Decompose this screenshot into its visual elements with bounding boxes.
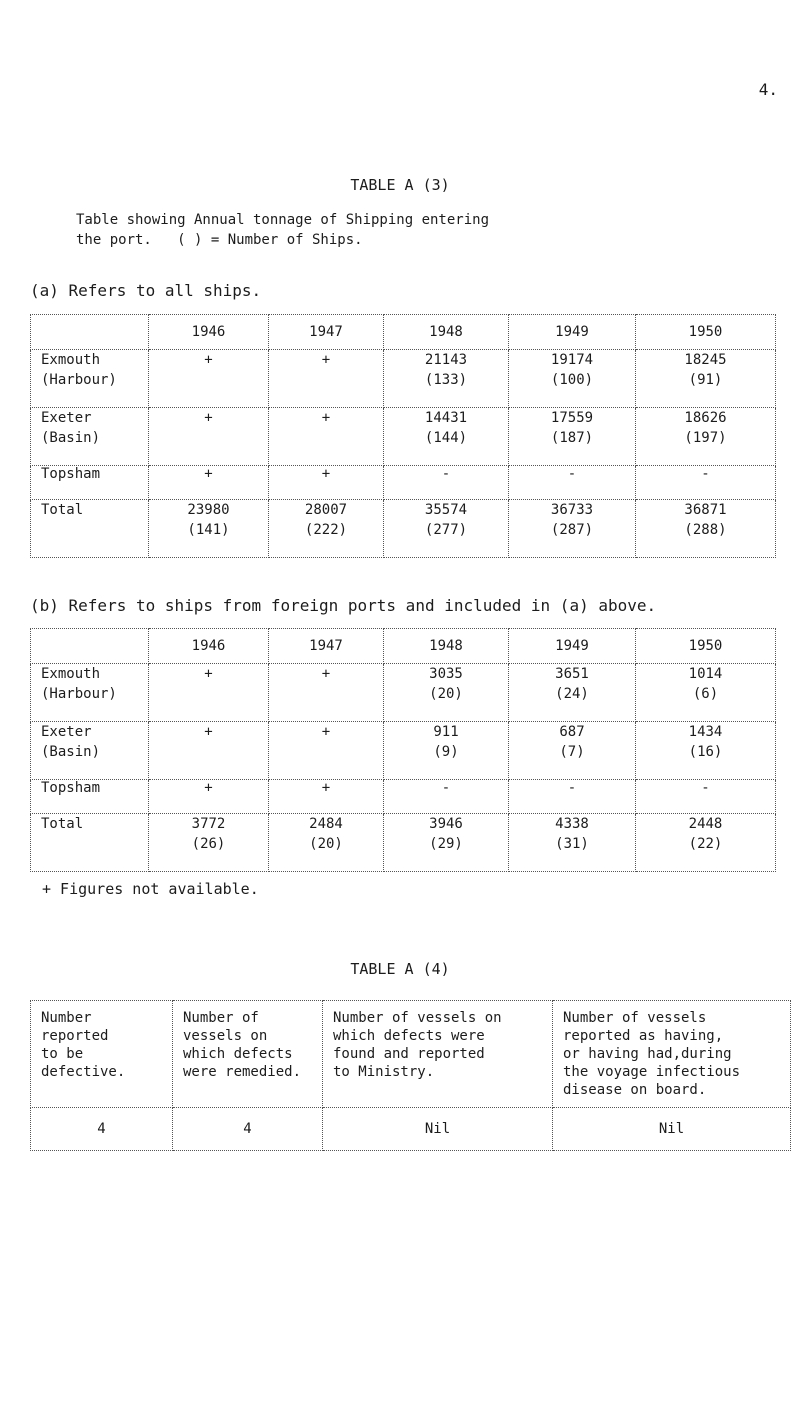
value-line: -	[701, 466, 710, 482]
value-line: +	[204, 466, 213, 482]
row-label-line: Exeter	[41, 410, 92, 426]
value-cell	[384, 350, 509, 408]
value-line: +	[204, 352, 213, 368]
column-header-line: disease on board.	[563, 1082, 707, 1098]
value-cell	[269, 780, 384, 814]
value-cell	[509, 408, 636, 466]
column-header-line: to be	[41, 1046, 84, 1062]
value-line: +	[321, 466, 331, 482]
table-row	[31, 500, 776, 558]
value-cell	[636, 722, 776, 780]
value-cell	[269, 814, 384, 872]
page-number: 4.	[758, 80, 778, 99]
year-header: 1946	[149, 629, 269, 664]
row-label-line: Exmouth	[41, 666, 101, 682]
table-row	[31, 1108, 791, 1151]
row-label-line: Exeter	[41, 724, 92, 740]
caption-line-2: the port. ( ) = Number of Ships.	[76, 232, 363, 248]
row-label-line: Total	[41, 502, 84, 518]
value-line: 1434	[688, 724, 723, 740]
row-label-line: Topsham	[41, 780, 101, 796]
value-line: +	[321, 666, 331, 682]
column-header-line: to Ministry.	[333, 1064, 435, 1080]
value-line: +	[321, 352, 331, 368]
value-line: -	[441, 466, 451, 482]
table-row	[31, 664, 776, 722]
value-cell	[509, 722, 636, 780]
value-cell	[509, 814, 636, 872]
value-line: +	[204, 780, 213, 796]
value-line: 687	[559, 724, 585, 740]
year-header: 1949	[509, 629, 636, 664]
value-line: +	[321, 724, 331, 740]
year-header: 1947	[269, 315, 384, 350]
value-line: 3772	[191, 816, 226, 832]
value-cell	[149, 780, 269, 814]
row-label	[31, 466, 149, 500]
value-cell	[149, 814, 269, 872]
value-cell	[269, 466, 384, 500]
value-cell: 4	[31, 1108, 173, 1151]
year-header: 1946	[149, 315, 269, 350]
value-cell	[269, 408, 384, 466]
section-b-heading: (b) Refers to ships from foreign ports and included in (a) above.	[30, 596, 657, 615]
value-cell	[269, 664, 384, 722]
value-cell	[636, 350, 776, 408]
column-header	[31, 1001, 173, 1108]
row-label	[31, 350, 149, 408]
value-line: (222)	[304, 522, 348, 538]
row-label-line: (Basin)	[41, 744, 101, 760]
value-line: -	[567, 466, 577, 482]
column-header-line: which defects	[183, 1046, 293, 1062]
value-line: 18245	[684, 352, 727, 368]
value-line: 14431	[424, 410, 468, 426]
corner-cell	[31, 315, 149, 350]
row-label	[31, 814, 149, 872]
row-label-line: (Harbour)	[41, 372, 117, 388]
table-a4	[30, 1000, 791, 1151]
table-part-a	[30, 314, 776, 558]
value-line: (9)	[433, 744, 459, 760]
row-label	[31, 500, 149, 558]
value-cell	[636, 466, 776, 500]
year-header: 1950	[636, 629, 776, 664]
value-line: 21143	[424, 352, 468, 368]
corner-cell	[31, 629, 149, 664]
table-row	[31, 814, 776, 872]
value-line: (29)	[429, 836, 463, 852]
row-label	[31, 722, 149, 780]
value-line: (133)	[424, 372, 468, 388]
value-line: 911	[433, 724, 459, 740]
value-line: (287)	[550, 522, 594, 538]
row-label	[31, 664, 149, 722]
value-line: (144)	[424, 430, 468, 446]
column-header-line: Number of	[183, 1010, 259, 1026]
value-cell	[636, 814, 776, 872]
value-cell	[269, 722, 384, 780]
value-line: 19174	[550, 352, 594, 368]
header-row	[31, 1001, 791, 1108]
year-header: 1950	[636, 315, 776, 350]
value-line: -	[701, 780, 710, 796]
value-line: 17559	[550, 410, 594, 426]
value-cell	[149, 500, 269, 558]
header-row	[31, 315, 776, 350]
value-cell: 4	[173, 1108, 323, 1151]
column-header-line: found and reported	[333, 1046, 485, 1062]
value-line: +	[204, 724, 213, 740]
value-cell	[509, 466, 636, 500]
value-cell	[509, 664, 636, 722]
value-cell: Nil	[323, 1108, 553, 1151]
row-label-line: (Basin)	[41, 430, 101, 446]
column-header-line: reported	[41, 1028, 109, 1044]
value-line: 36733	[550, 502, 594, 518]
value-cell	[149, 664, 269, 722]
row-label	[31, 780, 149, 814]
year-header: 1947	[269, 629, 384, 664]
value-cell	[149, 466, 269, 500]
column-header-line: defective.	[41, 1064, 126, 1080]
value-line: 3651	[555, 666, 589, 682]
caption-line-1: Table showing Annual tonnage of Shipping entering	[76, 212, 490, 228]
column-header	[553, 1001, 791, 1108]
value-line: (197)	[684, 430, 727, 446]
value-cell	[384, 466, 509, 500]
value-line: 1014	[688, 666, 723, 682]
row-label-line: Exmouth	[41, 352, 101, 368]
table-row	[31, 722, 776, 780]
value-line: (20)	[309, 836, 343, 852]
value-line: 3946	[429, 816, 463, 832]
value-line: 3035	[429, 666, 463, 682]
value-line: (31)	[555, 836, 589, 852]
value-line: (26)	[191, 836, 226, 852]
value-line: (22)	[688, 836, 723, 852]
value-cell	[149, 350, 269, 408]
value-line: +	[204, 666, 213, 682]
column-header-line: vessels on	[183, 1028, 268, 1044]
value-cell	[636, 500, 776, 558]
column-header	[173, 1001, 323, 1108]
column-header-line: Number	[41, 1010, 92, 1026]
value-cell	[636, 780, 776, 814]
table-row	[31, 466, 776, 500]
table-a4-title: TABLE A (4)	[350, 960, 450, 978]
row-label	[31, 408, 149, 466]
value-line: (20)	[429, 686, 463, 702]
table-a3-caption	[76, 210, 489, 250]
value-line: 2484	[309, 816, 343, 832]
value-line: (100)	[550, 372, 594, 388]
value-line: +	[321, 410, 331, 426]
value-cell	[149, 722, 269, 780]
value-cell	[384, 500, 509, 558]
row-label-line: Topsham	[41, 466, 101, 482]
value-line: (16)	[688, 744, 723, 760]
section-a-heading: (a) Refers to all ships.	[30, 281, 262, 300]
column-header-line: Number of vessels	[563, 1010, 707, 1026]
table-row	[31, 408, 776, 466]
value-cell	[384, 780, 509, 814]
table-a3-title: TABLE A (3)	[350, 176, 450, 194]
value-cell	[509, 350, 636, 408]
value-line: -	[441, 780, 451, 796]
value-line: (7)	[559, 744, 585, 760]
value-cell	[636, 664, 776, 722]
row-label-line: Total	[41, 816, 84, 832]
value-line: 18626	[684, 410, 727, 426]
year-header: 1949	[509, 315, 636, 350]
value-cell	[509, 780, 636, 814]
value-cell	[384, 664, 509, 722]
value-cell	[636, 408, 776, 466]
row-label-line: (Harbour)	[41, 686, 117, 702]
value-line: (277)	[424, 522, 468, 538]
value-line: +	[204, 410, 213, 426]
table-row	[31, 780, 776, 814]
value-cell	[149, 408, 269, 466]
value-cell	[384, 722, 509, 780]
value-line: (24)	[555, 686, 589, 702]
table-row	[31, 350, 776, 408]
column-header-line: or having had,during	[563, 1046, 732, 1062]
year-header: 1948	[384, 629, 509, 664]
value-line: -	[567, 780, 577, 796]
value-line: 23980	[187, 502, 230, 518]
value-line: 28007	[304, 502, 348, 518]
value-line: (288)	[684, 522, 727, 538]
value-line: 2448	[688, 816, 723, 832]
value-line: +	[321, 780, 331, 796]
value-cell	[269, 350, 384, 408]
value-line: 35574	[424, 502, 468, 518]
value-cell: Nil	[553, 1108, 791, 1151]
column-header-line: which defects were	[333, 1028, 485, 1044]
value-line: (91)	[688, 372, 723, 388]
column-header-line: were remedied.	[183, 1064, 302, 1080]
footnote: + Figures not available.	[42, 880, 259, 898]
value-line: 36871	[684, 502, 727, 518]
column-header	[323, 1001, 553, 1108]
value-cell	[384, 408, 509, 466]
header-row	[31, 629, 776, 664]
value-cell	[384, 814, 509, 872]
year-header: 1948	[384, 315, 509, 350]
column-header-line: the voyage infectious	[563, 1064, 741, 1080]
value-line: (187)	[550, 430, 594, 446]
column-header-line: Number of vessels on	[333, 1010, 502, 1026]
value-line: (6)	[692, 686, 719, 702]
value-line: (141)	[187, 522, 230, 538]
table-part-b	[30, 628, 776, 872]
value-cell	[509, 500, 636, 558]
value-line: 4338	[555, 816, 589, 832]
value-cell	[269, 500, 384, 558]
column-header-line: reported as having,	[563, 1028, 724, 1044]
